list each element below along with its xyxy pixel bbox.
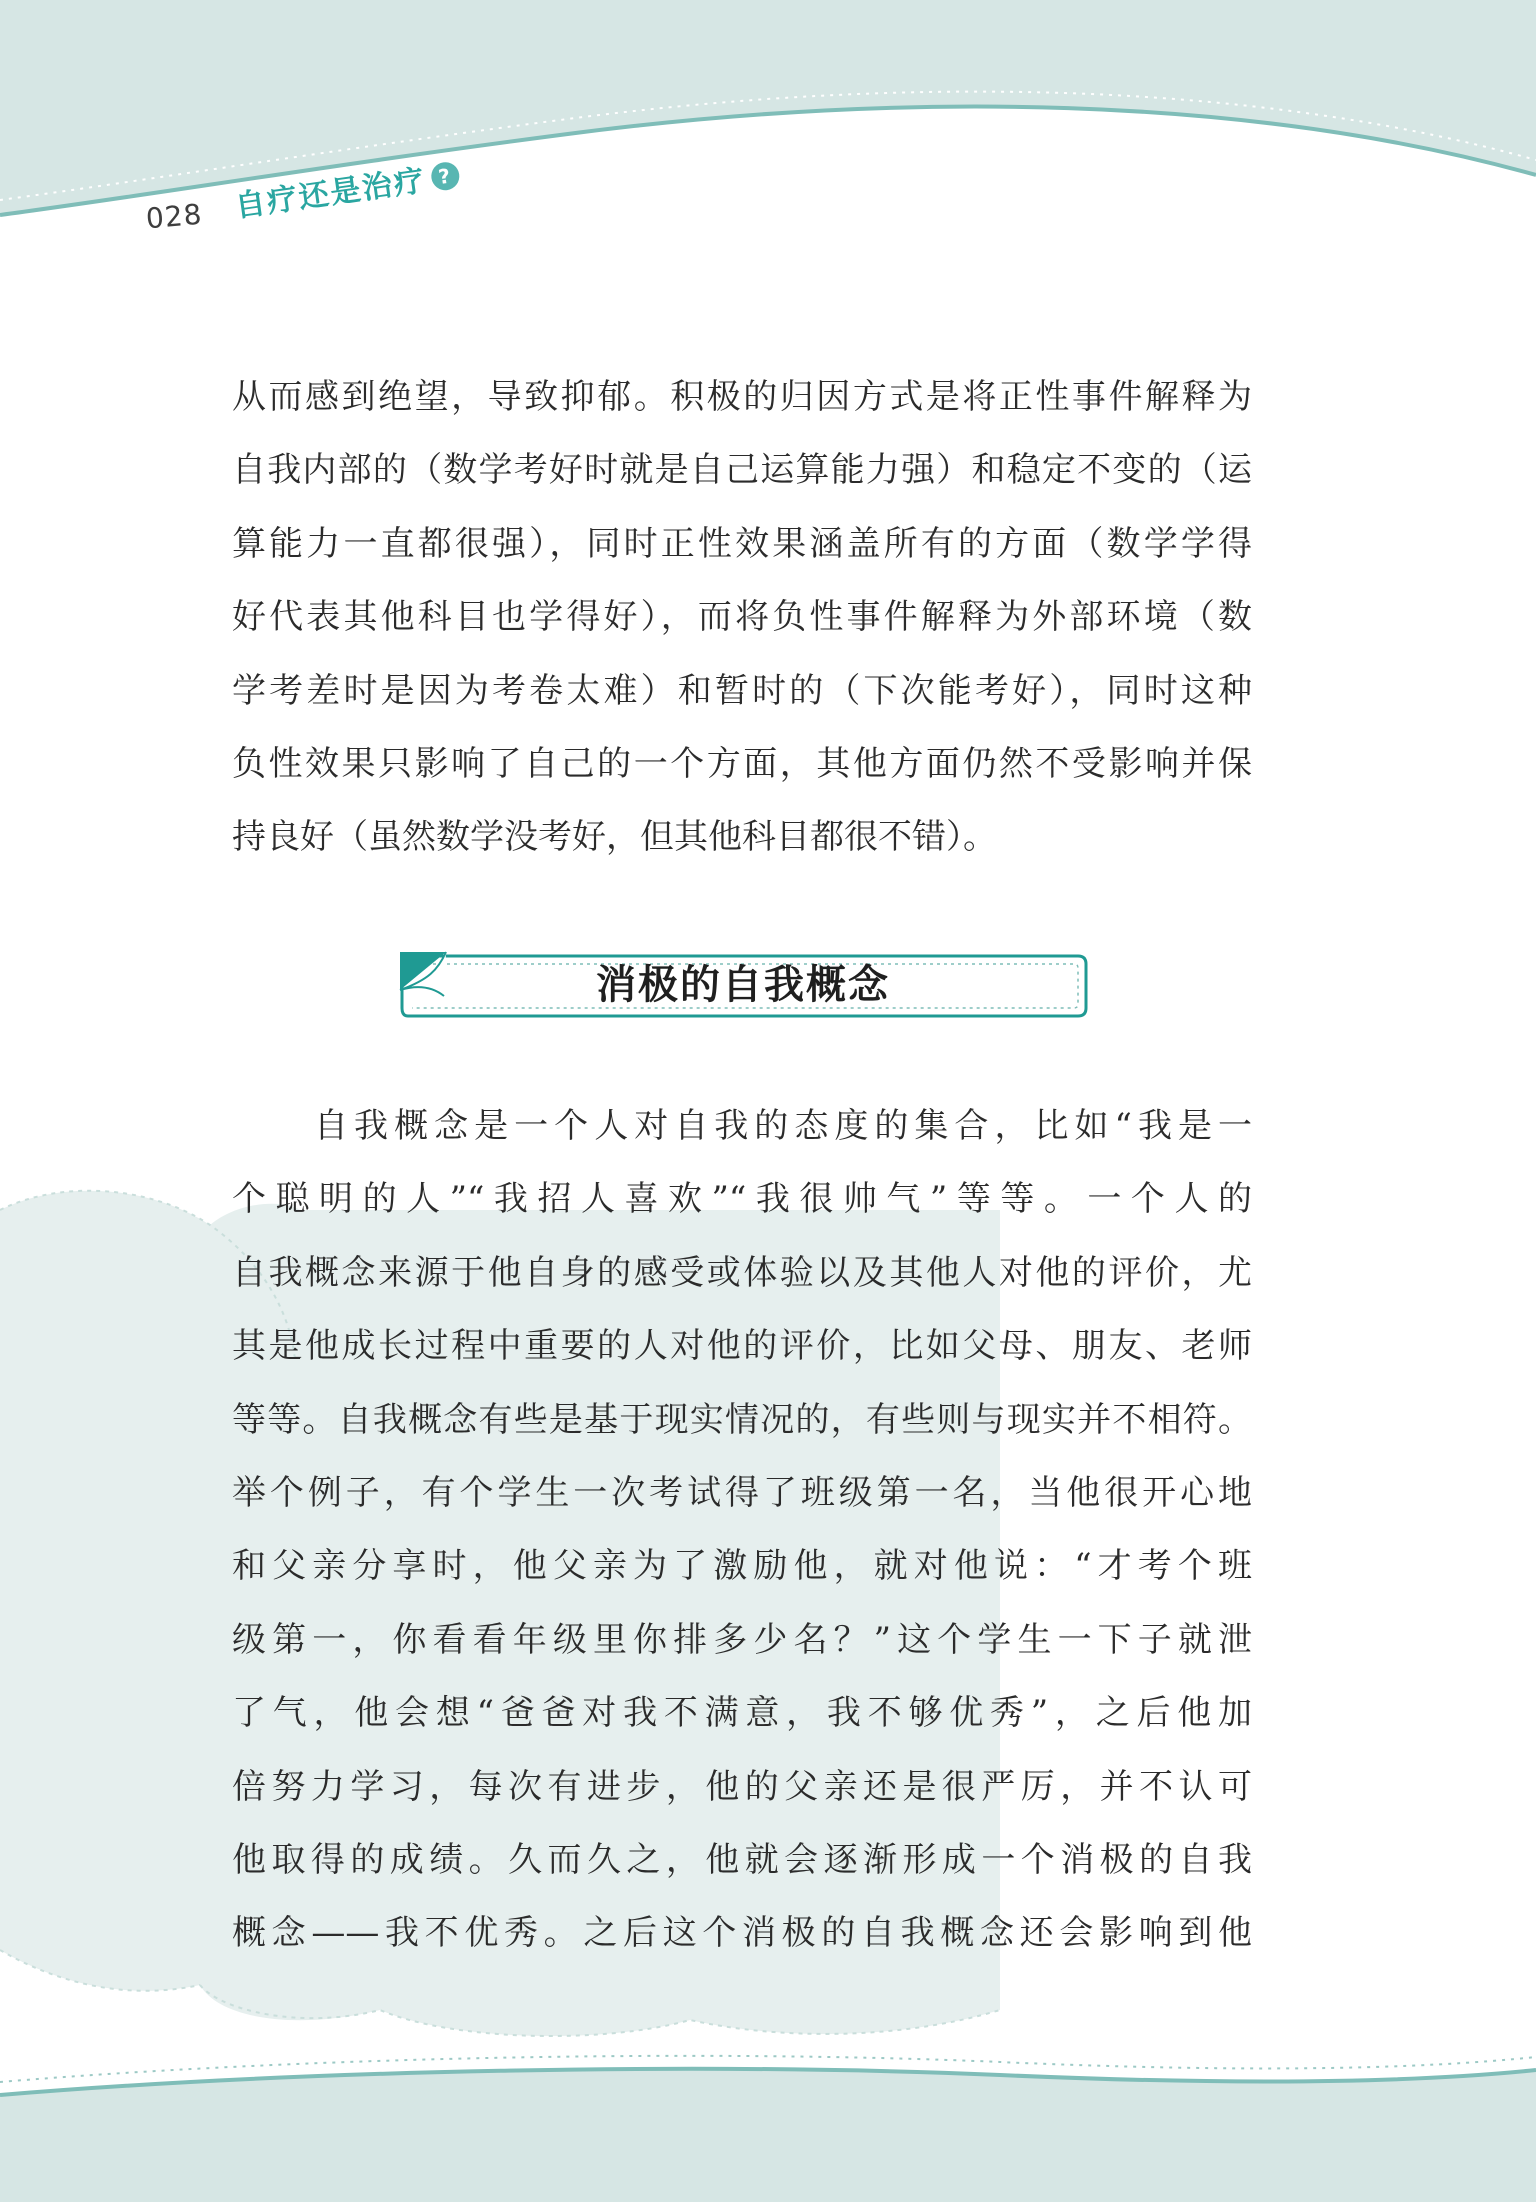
text-line: 了气，他会想“爸爸对我不满意，我不够优秀”，之后他加 <box>232 1693 1252 1734</box>
text-line: 算能力一直都很强），同时正性效果涵盖所有的方面（数学学得 <box>232 523 1252 564</box>
page-number: 028 <box>144 197 204 236</box>
question-mark-icon: ? <box>430 160 462 192</box>
text-line: 自我内部的（数学考好时就是自己运算能力强）和稳定不变的（运 <box>232 450 1252 491</box>
text-line: 自我概念是一个人对自我的态度的集合，比如“我是一 <box>308 1106 1252 1146</box>
running-title-text: 自疗还是治疗 <box>233 163 429 225</box>
text-line: 举个例子，有个学生一次考试得了班级第一名，当他很开心地 <box>232 1473 1252 1514</box>
text-line: 等等。自我概念有些是基于现实情况的，有些则与现实并不相符。 <box>232 1399 1252 1440</box>
text-line: 好代表其他科目也学得好），而将负性事件解释为外部环境（数 <box>232 597 1252 638</box>
text-line: 从而感到绝望，导致抑郁。积极的归因方式是将正性事件解释为 <box>232 377 1252 417</box>
text-line: 持良好（虽然数学没考好，但其他科目都很不错）。 <box>232 817 997 858</box>
text-line: 概念——我不优秀。之后这个消极的自我概念还会影响到他 <box>232 1913 1252 1954</box>
text-line: 倍努力学习，每次有进步，他的父亲还是很严厉，并不认可 <box>232 1766 1252 1807</box>
text-line: 其是他成长过程中重要的人对他的评价，比如父母、朋友、老师 <box>232 1326 1252 1367</box>
text-line: 个聪明的人”“我招人喜欢”“我很帅气”等等。一个人的 <box>232 1179 1252 1220</box>
text-line: 学考差时是因为考卷太难）和暂时的（下次能考好），同时这种 <box>232 670 1252 711</box>
section-heading-text: 消极的自我概念 <box>596 961 890 1008</box>
text-line: 和父亲分享时，他父亲为了激励他，就对他说：“才考个班 <box>232 1546 1252 1587</box>
text-line: 他取得的成绩。久而久之，他就会逐渐形成一个消极的自我 <box>232 1840 1252 1881</box>
text-line: 级第一，你看看年级里你排多少名？”这个学生一下子就泄 <box>232 1619 1252 1660</box>
bottom-footer-band <box>0 2069 1536 2202</box>
paragraph-self-concept <box>232 1090 1252 1971</box>
paragraph-attribution <box>232 361 1252 875</box>
text-line: 负性效果只影响了自己的一个方面，其他方面仍然不受影响并保 <box>232 744 1252 785</box>
section-heading <box>398 950 1088 1022</box>
text-line: 自我概念来源于他自身的感受或体验以及其他人对他的评价，尤 <box>232 1252 1252 1293</box>
